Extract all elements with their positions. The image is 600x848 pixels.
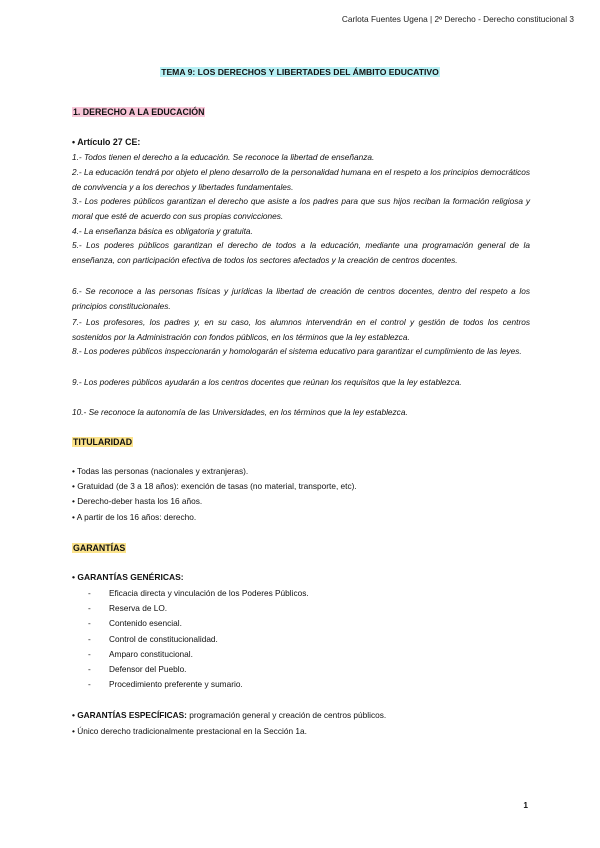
- list-item: • Gratuidad (de 3 a 18 años): exención de tasas (no material, transporte, etc).: [72, 481, 357, 492]
- titularidad-list: [72, 464, 357, 525]
- article-paragraph-6: 6.- Se reconoce a las personas físicas y jurídicas la libertad de creación de centros docentes, dentro del respeto a los principios constitucionales.: [72, 286, 530, 311]
- article-paragraph-3: 3.- Los poderes públicos garantizan el derecho que asiste a los padres para que sus hijos reciban la formación religiosa y moral que esté de acuerdo con sus propias convicciones.: [72, 196, 530, 221]
- list-item: - Amparo constitucional.: [88, 647, 309, 662]
- garantias-especificas-text: programación general y creación de centros públicos.: [186, 710, 387, 720]
- list-item: • A partir de los 16 años: derecho.: [72, 511, 197, 522]
- list-item: • Derecho-deber hasta los 16 años.: [72, 496, 203, 507]
- section-heading-titularidad: [72, 437, 133, 447]
- document-title: [0, 67, 600, 77]
- article-paragraph-9: 9.- Los poderes públicos ayudarán a los centros docentes que reúnan los requisitos que la ley establezca.: [72, 377, 462, 387]
- list-item: • Todas las personas (nacionales y extranjeras).: [72, 466, 249, 476]
- garantias-especificas-label: • GARANTÍAS ESPECÍFICAS:: [72, 710, 187, 720]
- garantias-genericas-label: • GARANTÍAS GENÉRICAS:: [72, 572, 184, 582]
- section-heading-education-text: 1. DERECHO A LA EDUCACIÓN: [73, 107, 205, 117]
- article-paragraph-10: 10.- Se reconoce la autonomía de las Universidades, en los términos que la ley establezca.: [72, 407, 408, 417]
- article-paragraph-1: 1.- Todos tienen el derecho a la educación. Se reconoce la libertad de enseñanza.: [72, 152, 375, 162]
- page-number: 1: [523, 800, 528, 810]
- list-item: - Procedimiento preferente y sumario.: [88, 677, 309, 692]
- article-27-label: • Artículo 27 CE:: [72, 137, 141, 147]
- list-item: - Contenido esencial.: [88, 616, 309, 631]
- section-heading-education: [72, 107, 205, 117]
- garantias-genericas-list: [88, 586, 309, 692]
- list-item: - Defensor del Pueblo.: [88, 662, 309, 677]
- article-paragraph-8: 8.- Los poderes públicos inspeccionarán y homologarán el sistema educativo para garantizar el cumplimiento de las leyes.: [72, 346, 522, 356]
- article-paragraph-4: 4.- La enseñanza básica es obligatoria y gratuita.: [72, 226, 253, 236]
- unico-derecho-item: • Único derecho tradicionalmente prestacional en la Sección 1a.: [72, 726, 307, 736]
- article-paragraph-2: 2.- La educación tendrá por objeto el pleno desarrollo de la personalidad humana en el respeto a los principios democráticos de convivencia y a los derechos y libertades fundamentales.: [72, 167, 530, 192]
- list-item: - Reserva de LO.: [88, 601, 309, 616]
- document-title-text: TEMA 9: LOS DERECHOS Y LIBERTADES DEL ÁMBITO EDUCATIVO: [161, 67, 439, 77]
- section-heading-garantias-text: GARANTÍAS: [73, 543, 126, 553]
- section-heading-garantias: [72, 543, 126, 553]
- garantias-especificas-line: [72, 708, 386, 723]
- page-header: Carlota Fuentes Ugena | 2º Derecho - Derecho constitucional 3: [341, 14, 574, 24]
- article-paragraph-5: 5.- Los poderes públicos garantizan el derecho de todos a la educación, mediante una programación general de la enseñanza, con participación efectiva de todos los sectores afectados y la creación de centros docentes.: [72, 240, 530, 265]
- list-item: - Control de constitucionalidad.: [88, 632, 309, 647]
- list-item: - Eficacia directa y vinculación de los Poderes Públicos.: [88, 586, 309, 601]
- article-paragraph-7: 7.- Los profesores, los padres y, en su caso, los alumnos intervendrán en el control y gestión de todos los centros sostenidos por la Administración con fondos públicos, en los términos que la ley establezca.: [72, 317, 530, 342]
- section-heading-titularidad-text: TITULARIDAD: [73, 437, 133, 447]
